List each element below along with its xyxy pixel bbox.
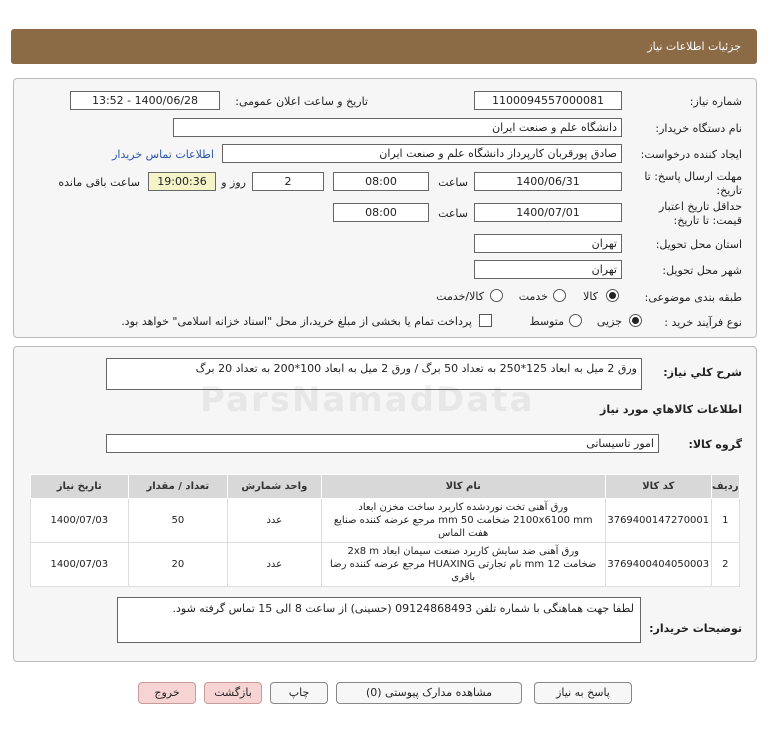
process-radio-minor[interactable] — [629, 314, 642, 327]
category-radio-service[interactable] — [553, 289, 566, 302]
goods-section-title: اطلاعات کالاهاي مورد نياز — [600, 403, 742, 416]
print-button[interactable]: چاپ — [270, 682, 328, 704]
category-radio-both[interactable] — [490, 289, 503, 302]
col-name: نام کالا — [321, 475, 605, 499]
process-radio-medium[interactable] — [569, 314, 582, 327]
buyer-org-label: نام دستگاه خریدار: — [655, 122, 742, 135]
validity-time-label: ساعت — [438, 207, 468, 220]
page-title: جزئیات اطلاعات نیاز — [647, 40, 741, 53]
row-date: 1400/07/03 — [31, 543, 129, 587]
treasury-checkbox[interactable] — [479, 314, 492, 327]
process-label: نوع فرآیند خرید : — [664, 316, 742, 329]
category-label: طبقه بندی موضوعی: — [644, 291, 742, 304]
announce-field: 1400/06/28 - 13:52 — [70, 91, 220, 110]
summary-field: ورق 2 میل به ابعاد 125*250 به تعداد 50 برگ / ورق 2 میل به ابعاد 100*200 به تعداد 20 برگ — [106, 358, 642, 390]
buyer-org-field: دانشگاه علم و صنعت ایران — [173, 118, 622, 137]
process-option-medium: متوسط — [529, 315, 564, 328]
col-date: تاریخ نیاز — [31, 475, 129, 499]
need-number-field: 1100094557000081 — [474, 91, 622, 110]
goods-group-label: گروه کالا: — [688, 438, 742, 451]
row-date: 1400/07/03 — [31, 499, 129, 543]
category-option-goods: کالا — [583, 290, 598, 303]
process-option-minor: جزیی — [596, 315, 622, 328]
category-option-both: کالا/خدمت — [436, 290, 484, 303]
exit-button[interactable]: خروج — [138, 682, 196, 704]
deadline-time-label: ساعت — [438, 176, 468, 189]
row-name: ورق آهنی ضد سایش کاربرد صنعت سیمان ابعاد 2x8 m ضخامت 12 mm نام تجارتی HUAXING مرجع عرضه کننده رضا باقری — [321, 543, 605, 587]
validity-label: حداقل تاریخ اعتبار — [658, 200, 742, 213]
goods-table — [30, 474, 740, 587]
col-code: کد کالا — [605, 475, 711, 499]
category-option-service: خدمت — [518, 290, 548, 303]
requester-field: صادق پورقربان کارپرداز دانشگاه علم و صنعت ایران — [222, 144, 622, 163]
validity-time-field: 08:00 — [333, 203, 429, 222]
row-index: 1 — [711, 499, 739, 543]
buyer-notes-label: توضیحات خریدار: — [649, 622, 742, 635]
row-code: 3769400147270001 — [605, 499, 711, 543]
watermark-text: ParsNamadData — [200, 380, 535, 420]
col-qty: تعداد / مقدار — [128, 475, 228, 499]
row-qty: 50 — [128, 499, 228, 543]
row-name: ورق آهنی تخت نوردشده کاربرد ساخت مخزن ابعاد 2100x6100 mm ضخامت 50 mm مرجع عرضه کننده صنایع هفت الماس — [321, 499, 605, 543]
requester-label: ایجاد کننده درخواست: — [640, 148, 742, 161]
remaining-label: ساعت باقی مانده — [58, 176, 140, 189]
buyer-notes-field: لطفا جهت هماهنگی با شماره تلفن 09124868493 (حسینی) از ساعت 8 الی 15 تماس گرفته شود. — [117, 597, 641, 643]
validity-label-2: قیمت: تا تاریخ: — [673, 214, 742, 227]
reply-button[interactable]: پاسخ به نیاز — [534, 682, 632, 704]
city-field: تهران — [474, 260, 622, 279]
table-row — [31, 499, 740, 543]
city-label: شهر محل تحویل: — [662, 264, 742, 277]
payment-note: پرداخت تمام یا بخشی از مبلغ خرید،از محل "اسناد خزانه اسلامی" خواهد بود. — [121, 315, 472, 328]
validity-date-field: 1400/07/01 — [474, 203, 622, 222]
col-index: ردیف — [711, 475, 739, 499]
province-label: استان محل تحویل: — [655, 238, 742, 251]
goods-group-field: امور تاسیساتی — [106, 434, 659, 453]
page-header — [11, 29, 757, 64]
back-button[interactable]: بازگشت — [204, 682, 262, 704]
row-unit: عدد — [228, 543, 321, 587]
col-unit: واحد شمارش — [228, 475, 321, 499]
row-index: 2 — [711, 543, 739, 587]
attachments-button[interactable]: مشاهده مدارک پیوستی (0) — [336, 682, 522, 704]
deadline-label: مهلت ارسال پاسخ: تا — [644, 170, 742, 183]
province-field: تهران — [474, 234, 622, 253]
days-field: 2 — [252, 172, 324, 191]
category-radio-goods[interactable] — [606, 289, 619, 302]
deadline-label-2: تاریخ: — [716, 184, 742, 197]
deadline-time-field: 08:00 — [333, 172, 429, 191]
remaining-time-field: 19:00:36 — [148, 172, 216, 191]
contact-buyer-link[interactable]: اطلاعات تماس خریدار — [112, 148, 214, 161]
row-code: 3769400404050003 — [605, 543, 711, 587]
days-label: روز و — [221, 176, 246, 189]
deadline-date-field: 1400/06/31 — [474, 172, 622, 191]
summary-label: شرح کلي نياز: — [663, 366, 742, 379]
table-row — [31, 543, 740, 587]
table-header-row — [31, 475, 740, 499]
announce-label: تاریخ و ساعت اعلان عمومی: — [235, 95, 368, 108]
row-qty: 20 — [128, 543, 228, 587]
need-number-label: شماره نیاز: — [689, 95, 742, 108]
row-unit: عدد — [228, 499, 321, 543]
